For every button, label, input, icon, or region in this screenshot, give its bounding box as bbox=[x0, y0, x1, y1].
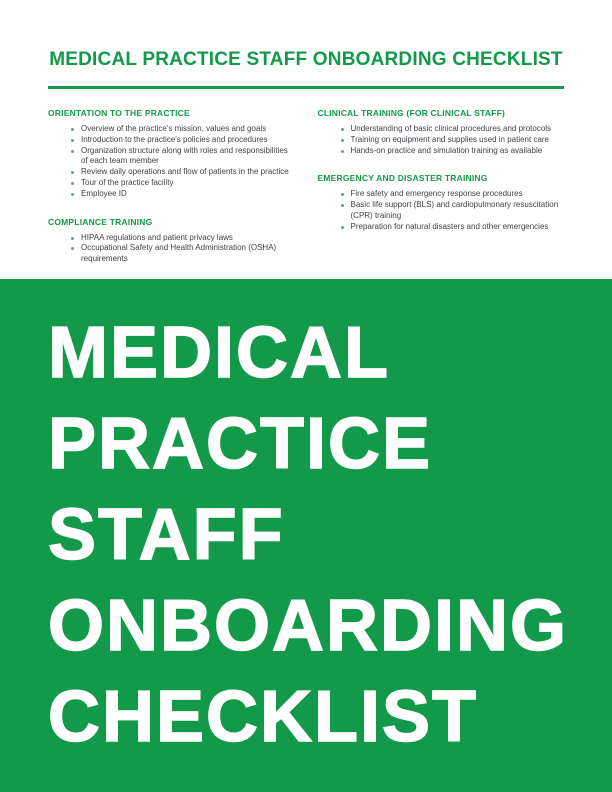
checklist-section bbox=[48, 217, 295, 265]
bullet-item bbox=[341, 222, 565, 233]
checklist-section bbox=[48, 108, 295, 200]
bullet-item-text: Fire safety and emergency response procedures bbox=[350, 189, 523, 199]
bullet-item bbox=[341, 135, 565, 146]
banner-headline-line: MEDICAL bbox=[48, 313, 390, 393]
bullet-item-text: Introduction to the practice's policies and procedures bbox=[81, 134, 268, 144]
bullet-dot-icon bbox=[71, 139, 74, 142]
bullet-item-text: Hands-on practice and simulation training as available bbox=[350, 145, 543, 155]
bullet-dot-icon bbox=[341, 204, 344, 207]
bullet-item bbox=[71, 146, 295, 168]
bullet-list bbox=[71, 233, 295, 265]
bullet-item-text: Overview of the practice's mission, values and goals bbox=[81, 124, 267, 133]
bullet-dot-icon bbox=[71, 150, 74, 153]
bullet-item-text: Organization structure along with roles and responsibilities of each team member bbox=[81, 145, 288, 166]
bullet-item-text: Tour of the practice facility bbox=[81, 177, 174, 187]
bullet-dot-icon bbox=[71, 193, 74, 196]
bullet-item bbox=[341, 146, 565, 157]
bullet-dot-icon bbox=[341, 128, 344, 131]
bullet-item bbox=[71, 189, 295, 200]
bullet-item-text: Understanding of basic clinical procedures and protocols bbox=[350, 124, 552, 133]
section-heading: COMPLIANCE TRAINING bbox=[48, 216, 153, 227]
bullet-item bbox=[341, 200, 565, 222]
bullet-item bbox=[341, 189, 565, 200]
banner-headline-line: ONBOARDING bbox=[48, 586, 568, 666]
title-divider bbox=[48, 86, 564, 89]
column bbox=[318, 108, 565, 282]
bullet-item bbox=[71, 243, 295, 265]
green-banner bbox=[0, 279, 612, 792]
bullet-dot-icon bbox=[341, 139, 344, 142]
bullet-dot-icon bbox=[341, 193, 344, 196]
checklist-section bbox=[318, 173, 565, 232]
content-columns bbox=[0, 108, 612, 282]
bullet-list bbox=[341, 124, 565, 156]
section-heading: CLINICAL TRAINING (FOR CLINICAL STAFF) bbox=[317, 108, 505, 118]
document-title: MEDICAL PRACTICE STAFF ONBOARDING CHECKLIST bbox=[49, 49, 563, 70]
bullet-item bbox=[71, 167, 295, 178]
bullet-item-text: Training on equipment and supplies used in patient care bbox=[350, 134, 549, 144]
bullet-item-text: Review daily operations and flow of patients in the practice bbox=[81, 167, 289, 177]
bullet-item-text: Employee ID bbox=[81, 188, 127, 198]
bullet-item bbox=[71, 233, 295, 244]
banner-headline-line: PRACTICE bbox=[48, 404, 433, 484]
bullet-dot-icon bbox=[341, 226, 344, 229]
bullet-item bbox=[71, 124, 295, 135]
bullet-dot-icon bbox=[71, 182, 74, 185]
bullet-item-text: Preparation for natural disasters and other emergencies bbox=[350, 221, 549, 231]
bullet-item bbox=[71, 135, 295, 146]
column bbox=[48, 108, 295, 282]
section-heading: EMERGENCY AND DISASTER TRAINING bbox=[317, 173, 488, 184]
banner-headline-line: STAFF bbox=[48, 495, 285, 575]
bullet-item-text: HIPAA regulations and patient privacy laws bbox=[81, 232, 233, 242]
checklist-section bbox=[318, 108, 565, 156]
bullet-dot-icon bbox=[71, 247, 74, 250]
bullet-dot-icon bbox=[341, 150, 344, 153]
bullet-item bbox=[341, 124, 565, 135]
bullet-item bbox=[71, 178, 295, 189]
section-heading: ORIENTATION TO THE PRACTICE bbox=[48, 108, 190, 118]
bullet-dot-icon bbox=[71, 171, 74, 174]
bullet-item-text: Basic life support (BLS) and cardiopulmonary resuscitation (CPR) training bbox=[350, 200, 559, 220]
bullet-list bbox=[341, 189, 565, 232]
bullet-list bbox=[71, 124, 295, 200]
bullet-dot-icon bbox=[71, 237, 74, 240]
bullet-dot-icon bbox=[71, 128, 74, 131]
banner-headline-line: CHECKLIST bbox=[48, 677, 478, 757]
bullet-item-text: Occupational Safety and Health Administration (OSHA) requirements bbox=[81, 243, 277, 264]
